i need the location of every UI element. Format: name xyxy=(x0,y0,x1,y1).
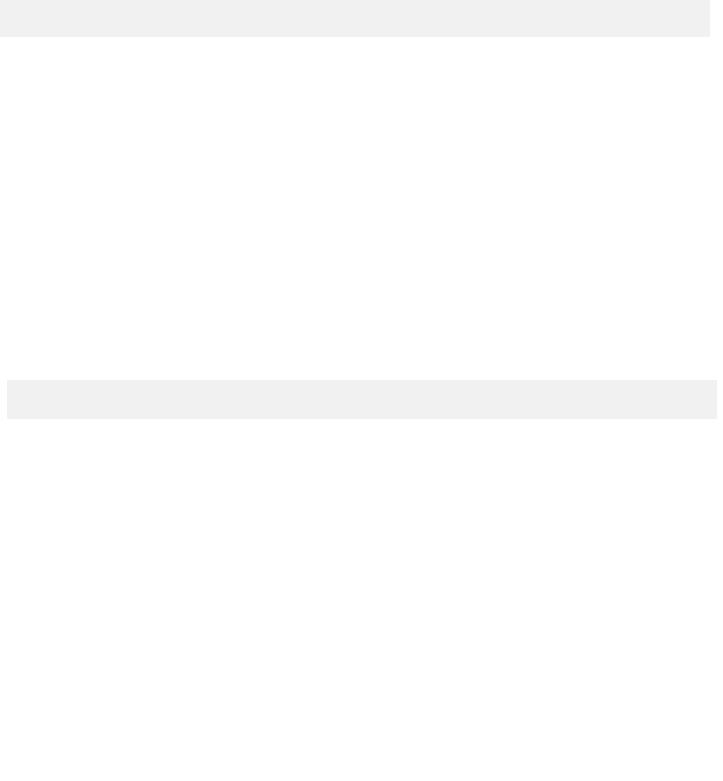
chart-50-80mm xyxy=(36,88,336,373)
model-selection-header xyxy=(7,380,717,419)
performance-curves-header xyxy=(0,0,710,37)
chart-100mm xyxy=(376,92,676,374)
